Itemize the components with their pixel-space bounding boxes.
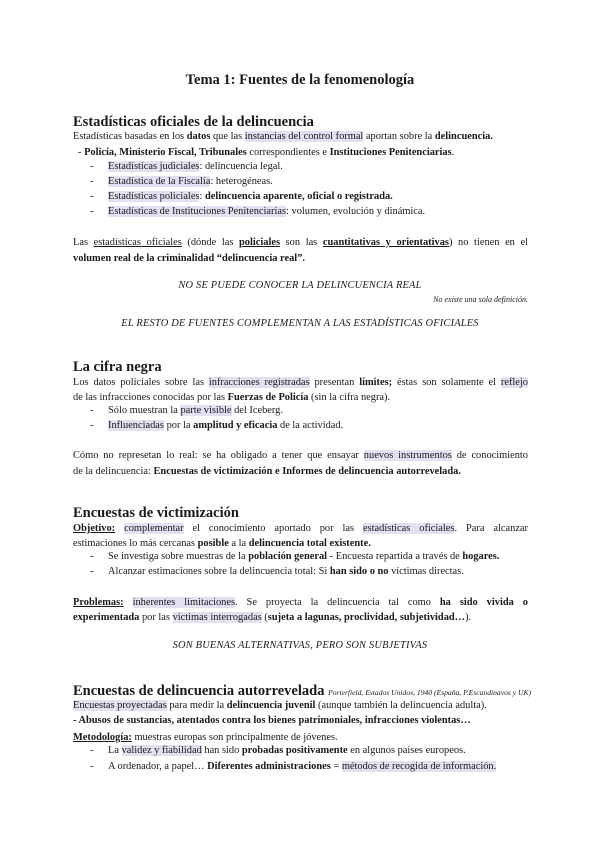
list-item: Estadísticas policiales: delincuencia aparente, oficial o registrada. [108, 191, 393, 202]
paragraph: Objetivo: complementar el conocimiento aportado por las estadísticas oficiales. Para alcanzar [73, 523, 528, 534]
paragraph: Estadísticas basadas en los datos que las instancias del control formal aportan sobre la delincuencia. [73, 131, 493, 142]
bullet-dash: - [90, 206, 94, 217]
list-item: A ordenador, a papel… Diferentes administraciones = métodos de recogida de información. [108, 761, 497, 772]
paragraph: de la delincuencia: Encuestas de victimización e Informes de delincuencia autorrevelada. [73, 466, 461, 477]
list-item: Alcanzar estimaciones sobre la delincuencia total: Si han sido o no víctimas directas. [108, 566, 464, 577]
bullet-dash: - [90, 761, 94, 772]
list-item: La validez y fiabilidad han sido probadas positivamente en algunos países europeos. [108, 745, 466, 756]
list-item: Sólo muestran la parte visible del Iceberg. [108, 405, 283, 416]
bullet-dash: - [90, 405, 94, 416]
bullet-dash: - [90, 161, 94, 172]
paragraph: Metodología: muestras europas son principalmente de jóvenes. [73, 732, 338, 743]
paragraph: experimentada por las víctimas interrogadas (sujeta a lagunas, proclividad, subjetividad…). [73, 612, 472, 623]
paragraph: Problemas: inherentes limitaciones. Se proyecta la delincuencia tal como ha sido vivida o [73, 597, 528, 608]
bullet-dash: - [90, 191, 94, 202]
list-item: Se investiga sobre muestras de la población general - Encuesta repartida a través de hogares. [108, 551, 500, 562]
centered-statement: NO SE PUEDE CONOCER LA DELINCUENCIA REAL [178, 280, 422, 291]
heading-encuestas-victimizacion: Encuestas de victimización [73, 505, 239, 521]
heading-cifra-negra: La cifra negra [73, 359, 162, 375]
list-item: Estadísticas de Instituciones Penitenciarias: volumen, evolución y dinámica. [108, 206, 426, 217]
paragraph: - Abusos de sustancias, atentados contra los bienes patrimoniales, infracciones violentas… [73, 715, 471, 726]
paragraph: Las estadísticas oficiales (dónde las policiales son las cuantitativas y orientativas) no tienen en el [73, 237, 528, 248]
paragraph: - Policía, Ministerio Fiscal, Tribunales correspondientes e Instituciones Penitenciarias. [78, 147, 455, 158]
bullet-dash: - [90, 176, 94, 187]
paragraph: volumen real de la criminalidad “delincuencia real”. [73, 253, 305, 264]
paragraph: Cómo no represetan lo real: se ha obligado a tener que ensayar nuevos instrumentos de conocimiento [73, 450, 528, 461]
heading-estadisticas-oficiales: Estadísticas oficiales de la delincuencia [73, 114, 314, 130]
heading-delincuencia-autorrevelada: Encuestas de delincuencia autorrevelada Porterfield, Estados Unidos, 1940 (España, P.Escandinavos y UK) [73, 683, 532, 699]
bullet-dash: - [90, 551, 94, 562]
centered-statement: EL RESTO DE FUENTES COMPLEMENTAN A LAS ESTADÍSTICAS OFICIALES [121, 318, 479, 329]
list-item: Estadísticas judiciales: delincuencia legal. [108, 161, 283, 172]
paragraph: estimaciones lo más cercanas posible a la delincuencia total existente. [73, 538, 371, 549]
paragraph: de las infracciones conocidas por las Fuerzas de Policía (sin la cifra negra). [73, 392, 391, 403]
bullet-dash: - [90, 566, 94, 577]
bullet-dash: - [90, 420, 94, 431]
heading-note: Porterfield, Estados Unidos, 1940 (España, P.Escandinavos y UK) [328, 688, 532, 697]
list-item: Estadística de la Fiscalía: heterogéneas. [108, 176, 273, 187]
document-title: Tema 1: Fuentes de la fenomenología [185, 72, 415, 88]
bullet-dash: - [90, 745, 94, 756]
paragraph: Encuestas proyectadas para medir la delincuencia juvenil (aunque también la delincuencia adulta). [73, 700, 487, 711]
side-note: No existe una sola definición. [433, 295, 528, 304]
centered-statement: SON BUENAS ALTERNATIVAS, PERO SON SUBJETIVAS [172, 640, 428, 651]
paragraph: Los datos policiales sobre las infracciones registradas presentan límites; éstas son solamente el reflejo [73, 377, 528, 388]
list-item: Influenciadas por la amplitud y eficacia de la actividad. [108, 420, 344, 431]
